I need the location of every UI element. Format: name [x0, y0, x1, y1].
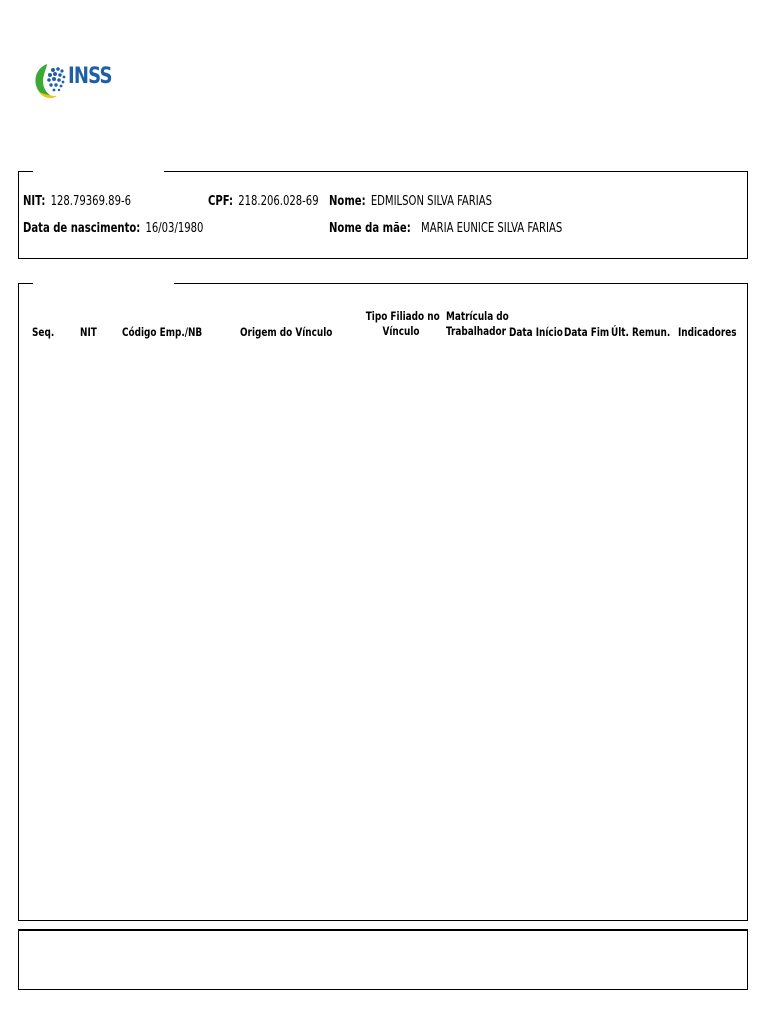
col-header-tipo-filiado — [365, 309, 440, 339]
col-header-data-inicio: Data Início — [509, 325, 563, 339]
cpf-label: CPF: — [208, 194, 234, 209]
identification-panel — [18, 171, 748, 259]
nome-label: Nome: — [329, 194, 366, 209]
nome-value: EDMILSON SILVA FARIAS — [370, 194, 492, 209]
nit-value: 128.79369.89-6 — [50, 194, 131, 209]
cpf-field — [208, 194, 319, 209]
col-header-origem: Origem do Vínculo — [240, 325, 333, 339]
col-header-codigo: Código Emp./NB — [122, 325, 203, 339]
col-header-data-fim: Data Fim — [564, 325, 610, 339]
nascimento-value: 16/03/1980 — [145, 221, 204, 236]
panel-title-gap — [33, 283, 174, 286]
nit-label: NIT: — [23, 194, 46, 209]
col-header-tipo-line2: Vínculo — [382, 324, 420, 338]
col-header-matricula-line2: Trabalhador — [446, 324, 507, 338]
col-header-ult-remun: Últ. Remun. — [611, 325, 671, 339]
col-header-tipo-line1: Tipo Filiado no — [365, 309, 440, 323]
col-header-indicadores: Indicadores — [678, 325, 737, 339]
col-header-matricula-line1: Matrícula do — [446, 309, 509, 323]
col-header-seq: Seq. — [32, 325, 55, 339]
panel-title-gap — [33, 171, 164, 174]
nit-field — [23, 194, 131, 209]
vinculos-table-panel — [18, 283, 748, 921]
nome-field — [329, 194, 492, 209]
nascimento-label: Data de nascimento: — [23, 221, 141, 236]
nascimento-field — [23, 221, 203, 236]
mae-label: Nome da mãe: — [329, 221, 411, 236]
col-header-nit: NIT — [80, 325, 97, 339]
cpf-value: 218.206.028-69 — [238, 194, 319, 209]
footer-panel — [18, 929, 748, 990]
mae-value: MARIA EUNICE SILVA FARIAS — [421, 221, 563, 236]
inss-logo-text: INSS — [68, 64, 112, 89]
mae-field — [329, 221, 562, 236]
col-header-matricula — [446, 309, 509, 339]
